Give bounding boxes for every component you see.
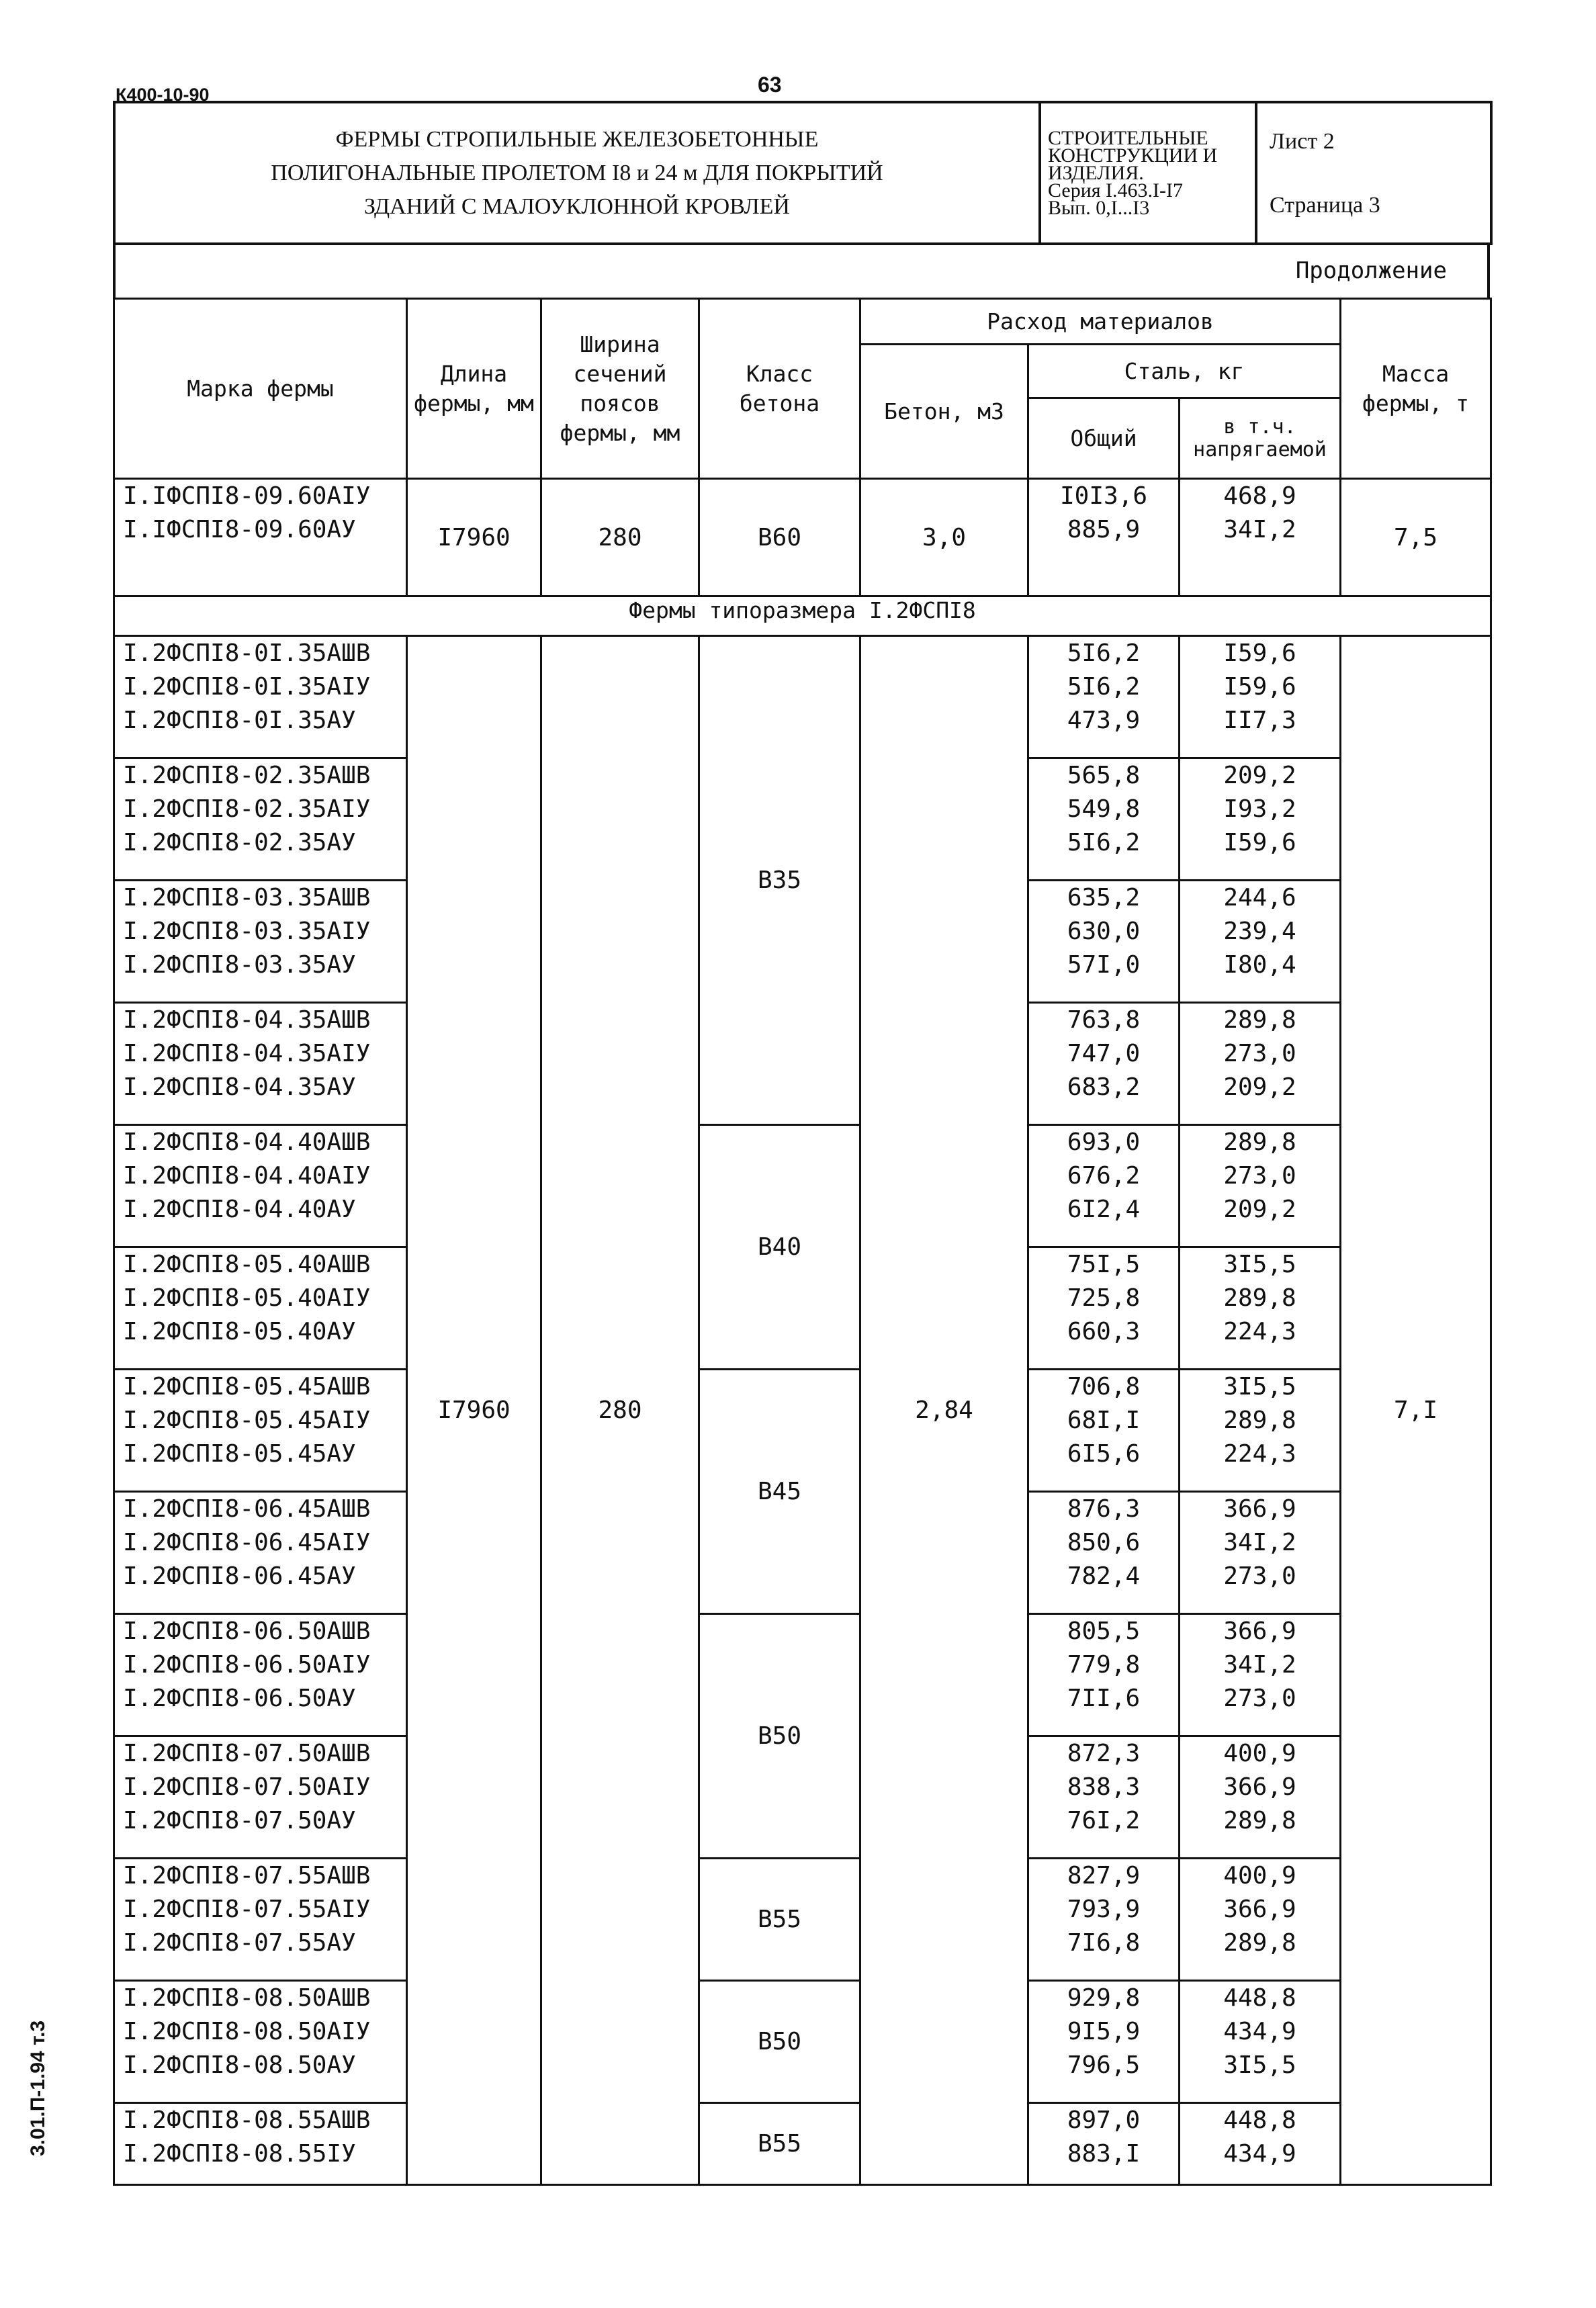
value: 273,0 [1223, 1040, 1296, 1067]
mark-cell [114, 1859, 407, 1981]
value: 747,0 [1067, 1040, 1141, 1067]
value: 289,8 [1223, 1006, 1296, 1034]
value: 827,9 [1067, 1862, 1141, 1890]
steel-prest-cell [1180, 1736, 1341, 1859]
mark: I.2ФСПI8-05.40АУ [123, 1318, 356, 1345]
continuation-label: Продолжение [1295, 257, 1447, 284]
mark-cell [114, 1736, 407, 1859]
page-number: 63 [758, 73, 782, 97]
value: 273,0 [1223, 1162, 1296, 1190]
value: 565,8 [1067, 762, 1141, 789]
table-row [114, 1370, 1491, 1492]
steel-total-cell [1028, 1003, 1180, 1125]
mark-cell [114, 479, 407, 596]
mark: I.2ФСПI8-05.45АIУ [123, 1407, 371, 1434]
mark: I.2ФСПI8-08.55АШВ [123, 2106, 371, 2134]
class-cell: B60 [699, 479, 860, 596]
steel-total-cell [1028, 1125, 1180, 1247]
mark: I.2ФСПI8-02.35АIУ [123, 795, 371, 823]
steel-prest-cell [1180, 1247, 1341, 1370]
class-cell: B50 [699, 1614, 860, 1859]
class-cell: B40 [699, 1125, 860, 1370]
width-cell: 280 [541, 636, 699, 2185]
steel-prest-cell [1180, 1614, 1341, 1736]
col-materials-header: Расход материалов [860, 299, 1341, 345]
steel-total-cell [1028, 1614, 1180, 1736]
value: 885,9 [1067, 516, 1141, 543]
col-steel-total-header: Общий [1028, 398, 1180, 479]
value: 876,3 [1067, 1495, 1141, 1523]
steel-total-cell [1028, 479, 1180, 596]
mark: I.2ФСПI8-07.55АШВ [123, 1862, 371, 1890]
mark: I.2ФСПI8-05.45АШВ [123, 1373, 371, 1401]
value: 434,9 [1223, 2140, 1296, 2168]
class-cell: B50 [699, 1981, 860, 2103]
mark: I.2ФСПI8-05.40АIУ [123, 1284, 371, 1312]
mark: I.2ФСПI8-05.40АШВ [123, 1251, 371, 1278]
mark-cell [114, 1247, 407, 1370]
document-code: К400-10-90 [116, 85, 210, 105]
series-line: Вып. 0,I...I3 [1048, 196, 1150, 219]
value: 76I,2 [1067, 1807, 1141, 1834]
steel-prest-cell [1180, 636, 1341, 758]
title-line: ПОЛИГОНАЛЬНЫЕ ПРОЛЕТОМ I8 и 24 м ДЛЯ ПОКРЫТИЙ [271, 160, 883, 185]
value: 850,6 [1067, 1529, 1141, 1556]
col-steel-header: Сталь, кг [1028, 345, 1341, 398]
value: 289,8 [1223, 1807, 1296, 1834]
mark: I.2ФСПI8-08.50АШВ [123, 1984, 371, 2012]
mark: I.2ФСПI8-04.35АIУ [123, 1040, 371, 1067]
steel-prest-cell [1180, 1125, 1341, 1247]
steel-total-cell [1028, 1859, 1180, 1981]
value: 838,3 [1067, 1773, 1141, 1801]
truss-table [113, 298, 1492, 2186]
steel-prest-cell [1180, 1981, 1341, 2103]
value: 5I6,2 [1067, 673, 1141, 701]
value: 34I,2 [1223, 1529, 1296, 1556]
document-title [114, 102, 1040, 244]
value: I59,6 [1223, 639, 1296, 667]
value: 209,2 [1223, 1073, 1296, 1101]
value: 6I5,6 [1067, 1440, 1141, 1468]
page-of-sheet: Страница 3 [1270, 192, 1380, 218]
value: 549,8 [1067, 795, 1141, 823]
value: 693,0 [1067, 1128, 1141, 1156]
value: I59,6 [1223, 673, 1296, 701]
sheet-number: Лист 2 [1270, 128, 1335, 154]
series-line: СТРОИТЕЛЬНЫЕ [1048, 126, 1208, 149]
mark: I.2ФСПI8-04.35АУ [123, 1073, 356, 1101]
value: 725,8 [1067, 1284, 1141, 1312]
mark: I.2ФСПI8-04.35АШВ [123, 1006, 371, 1034]
steel-total-cell [1028, 1370, 1180, 1492]
value: 34I,2 [1223, 516, 1296, 543]
class-cell: B55 [699, 1859, 860, 1981]
mark-cell [114, 1003, 407, 1125]
value: I59,6 [1223, 829, 1296, 856]
value: 468,9 [1223, 482, 1296, 510]
value: 224,3 [1223, 1318, 1296, 1345]
mark-cell [114, 1370, 407, 1492]
value: 289,8 [1223, 1284, 1296, 1312]
value: 434,9 [1223, 2018, 1296, 2045]
mark-cell [114, 1614, 407, 1736]
steel-prest-cell [1180, 1492, 1341, 1614]
class-cell: B45 [699, 1370, 860, 1614]
value: 883,I [1067, 2140, 1141, 2168]
mark: I.2ФСПI8-07.55АУ [123, 1929, 356, 1957]
value: 9I5,9 [1067, 2018, 1141, 2045]
col-steel-prest-header: в т.ч. напрягаемой [1180, 398, 1341, 479]
mark: I.IФСПI8-09.60АIУ [123, 482, 371, 510]
mark-cell [114, 758, 407, 881]
value: 779,8 [1067, 1651, 1141, 1679]
concrete-cell: 3,0 [860, 479, 1028, 596]
mark: I.2ФСПI8-04.40АУ [123, 1196, 356, 1223]
col-mark-header: Марка фермы [114, 299, 407, 479]
mark: I.2ФСПI8-07.50АШВ [123, 1740, 371, 1767]
value: 244,6 [1223, 884, 1296, 912]
col-width-header: Ширина сечений поясов фермы, мм [541, 299, 699, 479]
concrete-cell: 2,84 [860, 636, 1028, 2185]
steel-prest-cell [1180, 1003, 1341, 1125]
steel-prest-cell [1180, 881, 1341, 1003]
value: 75I,5 [1067, 1251, 1141, 1278]
class-cell: B35 [699, 636, 860, 1125]
mark: I.2ФСПI8-03.35АУ [123, 951, 356, 979]
mark: I.2ФСПI8-06.45АIУ [123, 1529, 371, 1556]
value: 448,8 [1223, 2106, 1296, 2134]
steel-total-cell [1028, 1736, 1180, 1859]
mark: I.2ФСПI8-02.35АУ [123, 829, 356, 856]
table-row [114, 1981, 1491, 2103]
mark-cell [114, 636, 407, 758]
value: 7II,6 [1067, 1685, 1141, 1712]
title-line: ФЕРМЫ СТРОПИЛЬНЫЕ ЖЕЛЕЗОБЕТОННЫЕ [335, 126, 819, 152]
value: 635,2 [1067, 884, 1141, 912]
value: 400,9 [1223, 1862, 1296, 1890]
steel-total-cell [1028, 2103, 1180, 2185]
mark: I.IФСПI8-09.60АУ [123, 516, 356, 543]
table-row [114, 479, 1491, 596]
value: 5I6,2 [1067, 829, 1141, 856]
side-code: 3.01.П-1.94 т.3 [27, 2020, 49, 2156]
value: 929,8 [1067, 1984, 1141, 2012]
mark: I.2ФСПI8-07.50АIУ [123, 1773, 371, 1801]
section-title-row [114, 596, 1491, 636]
value: 676,2 [1067, 1162, 1141, 1190]
steel-prest-cell [1180, 479, 1341, 596]
section-title: Фермы типоразмера I.2ФСПI8 [114, 596, 1491, 636]
value: 3I5,5 [1223, 1373, 1296, 1401]
value: 706,8 [1067, 1373, 1141, 1401]
value: 366,9 [1223, 1617, 1296, 1645]
series-info [1040, 102, 1256, 244]
mass-cell: 7,I [1341, 636, 1491, 2185]
series-line: ИЗДЕЛИЯ. [1048, 161, 1144, 184]
value: 872,3 [1067, 1740, 1141, 1767]
value: 289,8 [1223, 1929, 1296, 1957]
mark: I.2ФСПI8-08.55IУ [123, 2140, 356, 2168]
value: 289,8 [1223, 1407, 1296, 1434]
mark: I.2ФСПI8-07.50АУ [123, 1807, 356, 1834]
title-line: ЗДАНИЙ С МАЛОУКЛОННОЙ КРОВЛЕЙ [364, 193, 790, 219]
value: 793,9 [1067, 1896, 1141, 1923]
mark: I.2ФСПI8-08.50АУ [123, 2051, 356, 2079]
mark: I.2ФСПI8-0I.35АУ [123, 707, 356, 734]
value: 68I,I [1067, 1407, 1141, 1434]
mark: I.2ФСПI8-04.40АШВ [123, 1128, 371, 1156]
table-row [114, 1614, 1491, 1736]
mark: I.2ФСПI8-07.55АIУ [123, 1896, 371, 1923]
value: 224,3 [1223, 1440, 1296, 1468]
value: 782,4 [1067, 1562, 1141, 1590]
mark-cell [114, 2103, 407, 2185]
value: 763,8 [1067, 1006, 1141, 1034]
value: I93,2 [1223, 795, 1296, 823]
mark: I.2ФСПI8-05.45АУ [123, 1440, 356, 1468]
mark: I.2ФСПI8-02.35АШВ [123, 762, 371, 789]
value: 6I2,4 [1067, 1196, 1141, 1223]
series-line: КОНСТРУКЦИИ И [1048, 144, 1218, 167]
mark: I.2ФСПI8-06.45АУ [123, 1562, 356, 1590]
length-cell: I7960 [407, 636, 541, 2185]
mass-cell: 7,5 [1341, 479, 1491, 596]
value: 897,0 [1067, 2106, 1141, 2134]
table-row [114, 1125, 1491, 1247]
value: 273,0 [1223, 1685, 1296, 1712]
class-cell: B55 [699, 2103, 860, 2185]
series-line: Серия I.463.I-I7 [1048, 179, 1184, 202]
value: 57I,0 [1067, 951, 1141, 979]
table-row [114, 636, 1491, 758]
value: I80,4 [1223, 951, 1296, 979]
value: 209,2 [1223, 762, 1296, 789]
col-length-header: Длина фермы, мм [407, 299, 541, 479]
value: 796,5 [1067, 2051, 1141, 2079]
value: 660,3 [1067, 1318, 1141, 1345]
value: 273,0 [1223, 1562, 1296, 1590]
value: 630,0 [1067, 918, 1141, 945]
value: 805,5 [1067, 1617, 1141, 1645]
mark-cell [114, 1981, 407, 2103]
value: II7,3 [1223, 707, 1296, 734]
value: 3I5,5 [1223, 1251, 1296, 1278]
mark: I.2ФСПI8-06.50АШВ [123, 1617, 371, 1645]
value: 448,8 [1223, 1984, 1296, 2012]
table-row [114, 2103, 1491, 2185]
value: 239,4 [1223, 918, 1296, 945]
mark: I.2ФСПI8-04.40АIУ [123, 1162, 371, 1190]
value: 683,2 [1067, 1073, 1141, 1101]
mark: I.2ФСПI8-03.35АIУ [123, 918, 371, 945]
value: 366,9 [1223, 1896, 1296, 1923]
value: 209,2 [1223, 1196, 1296, 1223]
steel-total-cell [1028, 1981, 1180, 2103]
steel-total-cell [1028, 1492, 1180, 1614]
steel-prest-cell [1180, 1859, 1341, 1981]
steel-total-cell [1028, 1247, 1180, 1370]
value: 473,9 [1067, 707, 1141, 734]
steel-prest-cell [1180, 1370, 1341, 1492]
continuation-band [113, 245, 1490, 299]
value: I0I3,6 [1059, 482, 1148, 510]
mark: I.2ФСПI8-03.35АШВ [123, 884, 371, 912]
mark: I.2ФСПI8-06.50АIУ [123, 1651, 371, 1679]
value: 3I5,5 [1223, 2051, 1296, 2079]
mark: I.2ФСПI8-0I.35АIУ [123, 673, 371, 701]
col-class-header: Класс бетона [699, 299, 860, 479]
mark-cell [114, 1125, 407, 1247]
mark: I.2ФСПI8-06.45АШВ [123, 1495, 371, 1523]
table-row [114, 1859, 1491, 1981]
value: 5I6,2 [1067, 639, 1141, 667]
mark-cell [114, 1492, 407, 1614]
value: 366,9 [1223, 1773, 1296, 1801]
mark: I.2ФСПI8-08.50АIУ [123, 2018, 371, 2045]
steel-total-cell [1028, 758, 1180, 881]
value: 289,8 [1223, 1128, 1296, 1156]
mark: I.2ФСПI8-06.50АУ [123, 1685, 356, 1712]
title-block [113, 101, 1493, 245]
steel-total-cell [1028, 881, 1180, 1003]
width-cell: 280 [541, 479, 699, 596]
value: 366,9 [1223, 1495, 1296, 1523]
value: 7I6,8 [1067, 1929, 1141, 1957]
mark: I.2ФСПI8-0I.35АШВ [123, 639, 371, 667]
sheet-info [1256, 102, 1491, 244]
value: 34I,2 [1223, 1651, 1296, 1679]
steel-prest-cell [1180, 2103, 1341, 2185]
steel-prest-cell [1180, 758, 1341, 881]
steel-total-cell [1028, 636, 1180, 758]
col-mass-header: Масса фермы, т [1341, 299, 1491, 479]
length-cell: I7960 [407, 479, 541, 596]
value: 400,9 [1223, 1740, 1296, 1767]
col-concrete-header: Бетон, м3 [860, 345, 1028, 479]
mark-cell [114, 881, 407, 1003]
